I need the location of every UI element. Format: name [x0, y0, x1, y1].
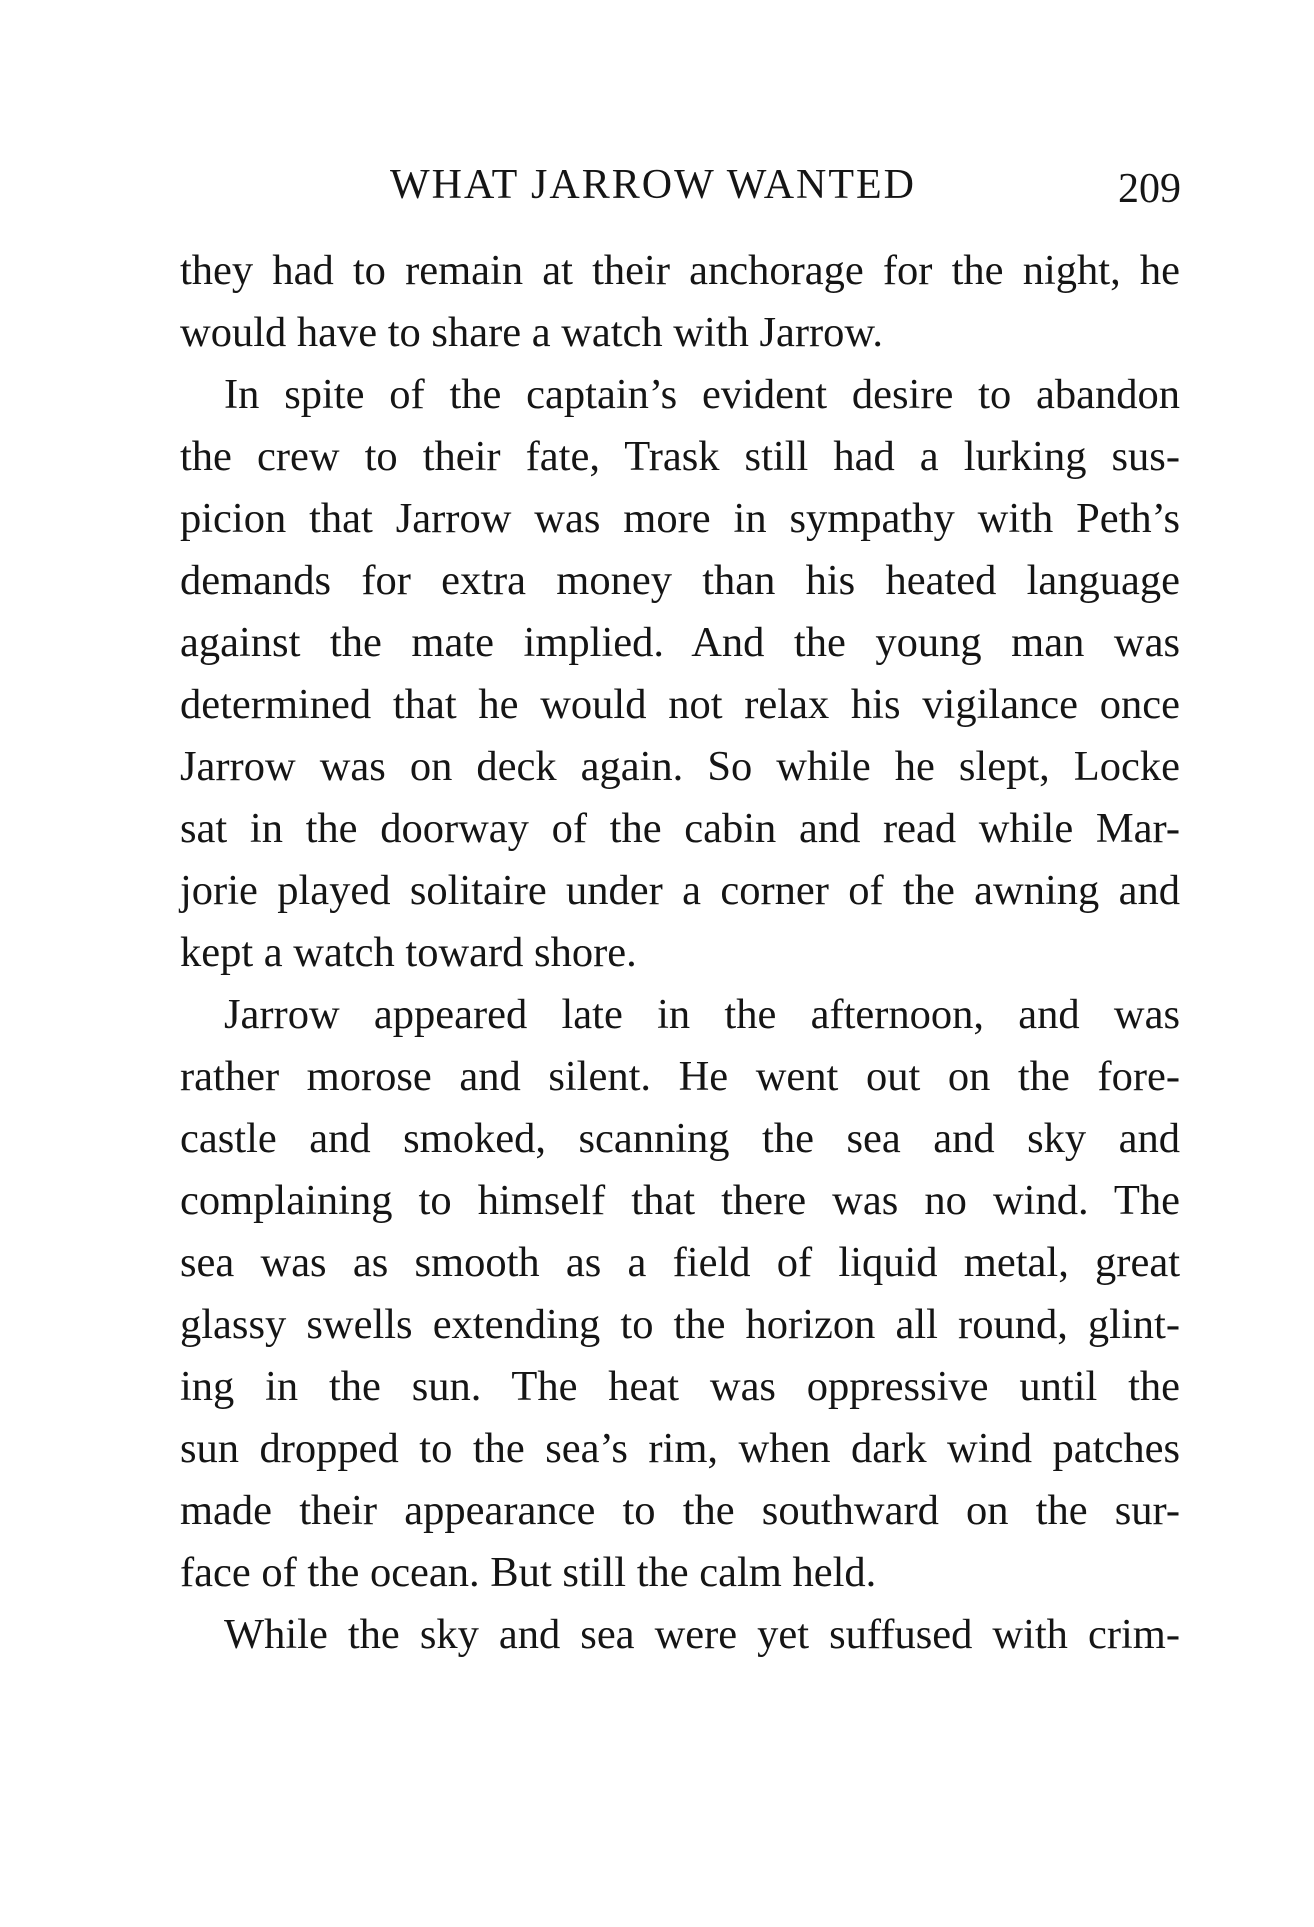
text-line: demands for extra money than his heated language [180, 557, 1180, 604]
text-line: glassy swells extending to the horizon all round, glint- [180, 1301, 1180, 1348]
text-line: made their appearance to the southward on the sur- [180, 1487, 1180, 1534]
text-line: Jarrow was on deck again. So while he slept, Locke [180, 743, 1180, 790]
text-line: the crew to their fate, Trask still had a lurking sus- [180, 433, 1180, 480]
text-line-paragraph-start: Jarrow appeared late in the afternoon, and was [224, 991, 1180, 1038]
text-line: against the mate implied. And the young man was [180, 619, 1180, 666]
running-title: WHAT JARROW WANTED [390, 162, 916, 208]
text-line: determined that he would not relax his vigilance once [180, 681, 1180, 728]
text-line: complaining to himself that there was no wind. The [180, 1177, 1180, 1224]
running-head [180, 160, 1180, 210]
text-line: they had to remain at their anchorage for the night, he [180, 247, 1180, 294]
text-line: sat in the doorway of the cabin and read while Mar- [180, 805, 1180, 852]
page-number: 209 [1118, 166, 1181, 212]
text-line: sun dropped to the sea’s rim, when dark wind patches [180, 1425, 1180, 1472]
text-line: picion that Jarrow was more in sympathy with Peth’s [180, 495, 1180, 542]
text-line: kept a watch toward shore. [180, 929, 637, 976]
text-line: castle and smoked, scanning the sea and sky and [180, 1115, 1180, 1162]
text-line: would have to share a watch with Jarrow. [180, 309, 883, 356]
body-text [180, 240, 1180, 1666]
text-line-paragraph-start: While the sky and sea were yet suffused with crim- [224, 1611, 1180, 1658]
text-line: sea was as smooth as a field of liquid metal, great [180, 1239, 1180, 1286]
text-line-paragraph-start: In spite of the captain’s evident desire to abandon [224, 371, 1180, 418]
text-line: ing in the sun. The heat was oppressive until the [180, 1363, 1180, 1410]
text-line: face of the ocean. But still the calm held. [180, 1549, 877, 1596]
text-line: rather morose and silent. He went out on the fore- [180, 1053, 1180, 1100]
text-line: jorie played solitaire under a corner of the awning and [180, 867, 1180, 914]
